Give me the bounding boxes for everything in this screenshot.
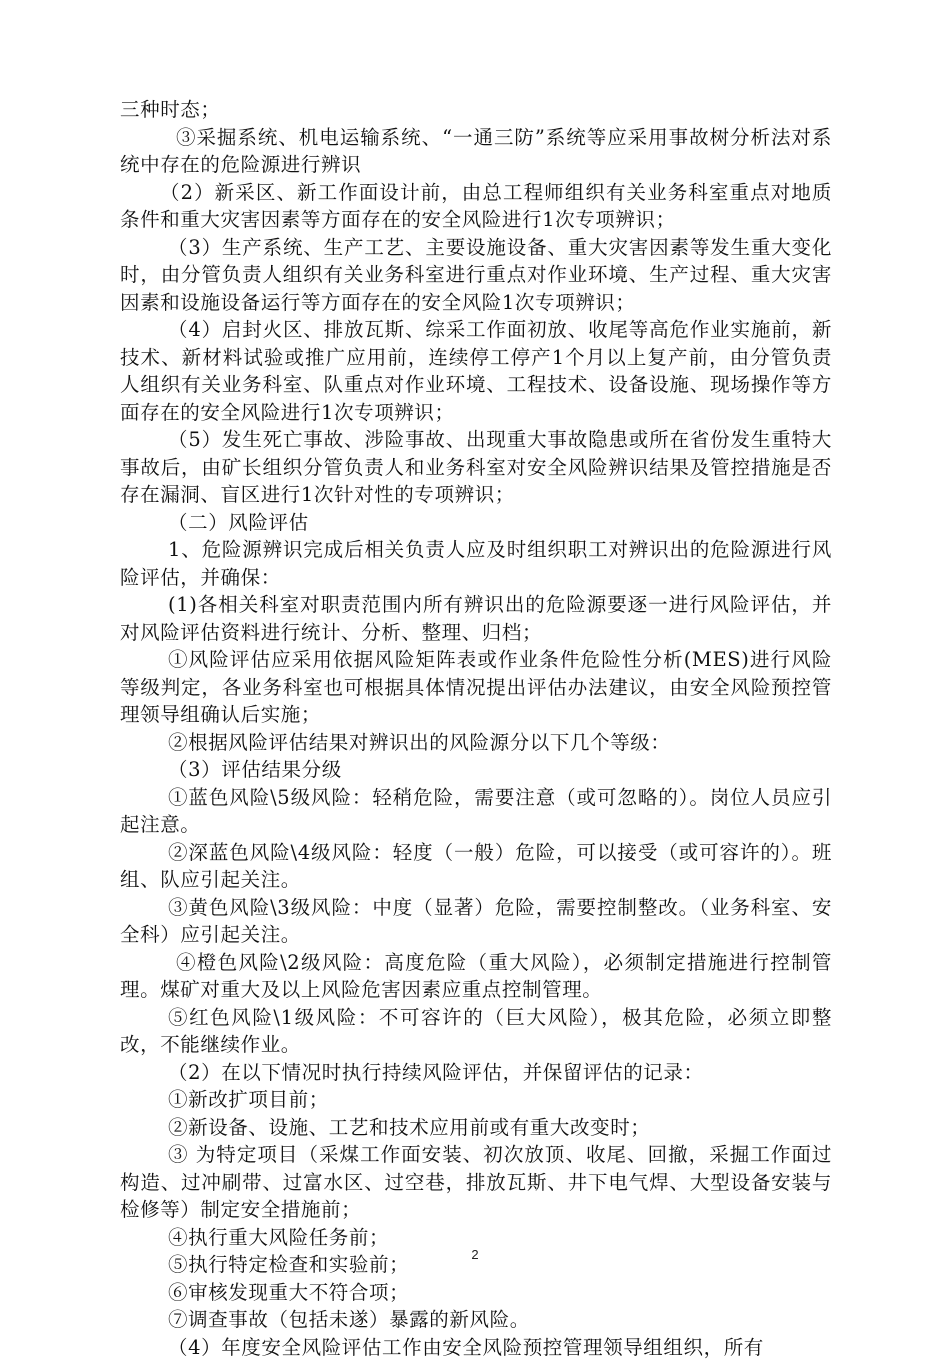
list-item: ③黄色风险\3级风险：中度（显著）危险，需要控制整改。（业务科室、安全科）应引起关注。 (120, 894, 832, 949)
list-item: ⑦调查事故（包括未遂）暴露的新风险。 (120, 1306, 832, 1334)
list-item: ②新设备、设施、工艺和技术应用前或有重大改变时； (120, 1114, 832, 1142)
paragraph: （2）新采区、新工作面设计前，由总工程师组织有关业务科室重点对地质条件和重大灾害因素等方面存在的安全风险进行1次专项辨识； (120, 179, 832, 234)
list-item: ④执行重大风险任务前； (120, 1224, 832, 1252)
section-heading: （二）风险评估 (120, 509, 832, 537)
list-item: ⑥审核发现重大不符合项； (120, 1279, 832, 1307)
list-item: ⑤执行特定检查和实验前； (120, 1251, 832, 1279)
list-item: ②深蓝色风险\4级风险：轻度（一般）危险，可以接受（或可容许的）。班组、队应引起关注。 (120, 839, 832, 894)
list-item: ③ 为特定项目（采煤工作面安装、初次放顶、收尾、回撤，采掘工作面过构造、过冲刷带、过富水区、过空巷，排放瓦斯、井下电气焊、大型设备安装与检修等）制定安全措施前； (120, 1141, 832, 1224)
paragraph: （3）生产系统、生产工艺、主要设施设备、重大灾害因素等发生重大变化时，由分管负责人组织有关业务科室进行重点对作业环境、生产过程、重大灾害因素和设施设备运行等方面存在的安全风险1次专项辨识； (120, 234, 832, 317)
paragraph: （5）发生死亡事故、涉险事故、出现重大事故隐患或所在省份发生重特大事故后，由矿长组织分管负责人和业务科室对安全风险辨识结果及管控措施是否存在漏洞、盲区进行1次针对性的专项辨识； (120, 426, 832, 509)
paragraph: （4）年度安全风险评估工作由安全风险预控管理领导组组织，所有 (120, 1334, 832, 1361)
list-item: ①新改扩项目前； (120, 1086, 832, 1114)
list-item: ①蓝色风险\5级风险：轻稍危险，需要注意（或可忽略的）。岗位人员应引起注意。 (120, 784, 832, 839)
paragraph: ①风险评估应采用依据风险矩阵表或作业条件危险性分析(MES)进行风险等级判定，各业务科室也可根据具体情况提出评估办法建议，由安全风险预控管理领导组确认后实施； (120, 646, 832, 729)
list-item: ④橙色风险\2级风险：高度危险（重大风险），必须制定措施进行控制管理。煤矿对重大及以上风险危害因素应重点控制管理。 (120, 949, 832, 1004)
paragraph: 1、危险源辨识完成后相关负责人应及时组织职工对辨识出的危险源进行风险评估，并确保： (120, 536, 832, 591)
paragraph: (1)各相关科室对职责范围内所有辨识出的危险源要逐一进行风险评估，并对风险评估资料进行统计、分析、整理、归档； (120, 591, 832, 646)
paragraph: （2）在以下情况时执行持续风险评估，并保留评估的记录： (120, 1059, 832, 1087)
list-item: ⑤红色风险\1级风险：不可容许的（巨大风险），极其危险，必须立即整改，不能继续作业。 (120, 1004, 832, 1059)
paragraph: ②根据风险评估结果对辨识出的风险源分以下几个等级： (120, 729, 832, 757)
page-number: 2 (0, 1247, 950, 1262)
paragraph: （4）启封火区、排放瓦斯、综采工作面初放、收尾等高危作业实施前，新技术、新材料试验或推广应用前，连续停工停产1个月以上复产前，由分管负责人组织有关业务科室、队重点对作业环境、工程技术、设备设施、现场操作等方面存在的安全风险进行1次专项辨识； (120, 316, 832, 426)
paragraph: 三种时态； (120, 96, 832, 124)
subsection-heading: （3）评估结果分级 (120, 756, 832, 784)
body-text (120, 96, 832, 1361)
paragraph: ③采掘系统、机电运输系统、“一通三防”系统等应采用事故树分析法对系统中存在的危险源进行辨识 (120, 124, 832, 179)
